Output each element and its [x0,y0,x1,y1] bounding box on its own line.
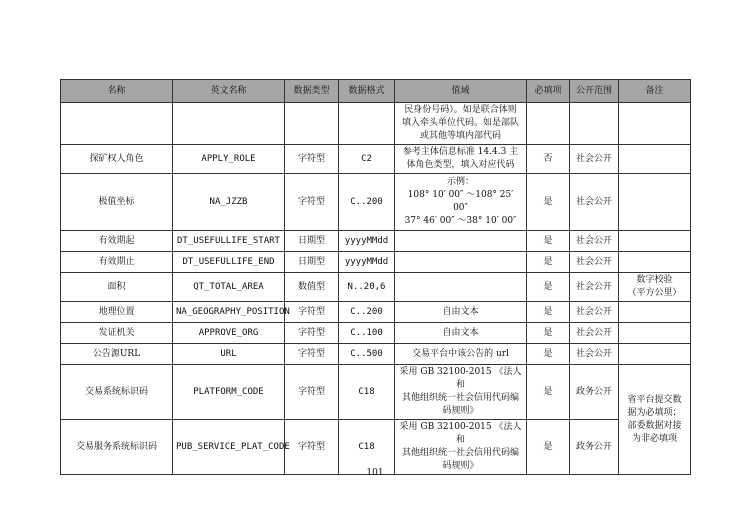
cell-note [619,231,691,252]
cell-note: 省平台提交数 据为必填项； 部委数据对接 为非必填项 [619,365,691,475]
cell-required: 是 [527,273,570,302]
cell-data-format: C..200 [339,174,395,231]
cell-value-domain [395,273,527,302]
cell-required: 是 [527,420,570,475]
table-row [61,273,691,302]
table-row [61,302,691,323]
table-row [61,344,691,365]
cell-data-type: 字符型 [285,174,339,231]
cell-name: 地理位置 [61,302,173,323]
cell-scope [570,103,619,145]
cell-required: 是 [527,252,570,273]
col-header-value-domain: 值域 [395,80,527,103]
cell-required: 否 [527,145,570,174]
cell-english-name: NA_GEOGRAPHY_POSITION [173,302,285,323]
cell-data-format: C18 [339,420,395,475]
cell-value-domain [395,252,527,273]
cell-english-name: DT_USEFULLIFE_START [173,231,285,252]
cell-name [61,103,173,145]
table-row [61,323,691,344]
cell-scope: 社会公开 [570,145,619,174]
cell-note [619,344,691,365]
cell-name: 面积 [61,273,173,302]
cell-english-name: PLATFORM_CODE [173,365,285,420]
table-row [61,231,691,252]
cell-required: 是 [527,323,570,344]
cell-data-type: 字符型 [285,344,339,365]
cell-value-domain: 采用 GB 32100-2015 《法人和 其他组织统一社会信用代码编 码规则》 [395,365,527,420]
col-header-required: 必填项 [527,80,570,103]
cell-data-format: C2 [339,145,395,174]
cell-required: 是 [527,231,570,252]
cell-data-format: C..500 [339,344,395,365]
cell-data-type: 日期型 [285,231,339,252]
cell-value-domain: 自由文本 [395,323,527,344]
cell-name: 极值坐标 [61,174,173,231]
cell-note [619,323,691,344]
cell-data-type: 字符型 [285,365,339,420]
table-row [61,103,691,145]
cell-value-domain: 采用 GB 32100-2015 《法人和 其他组织统一社会信用代码编 码规则》 [395,420,527,475]
cell-scope: 社会公开 [570,174,619,231]
col-header-data-format: 数据格式 [339,80,395,103]
cell-required: 是 [527,344,570,365]
col-header-english-name: 英文名称 [173,80,285,103]
cell-scope: 社会公开 [570,344,619,365]
cell-note [619,145,691,174]
table-header-row [61,80,691,103]
cell-data-type [285,103,339,145]
cell-name: 交易系统标识码 [61,365,173,420]
table-row [61,420,691,475]
cell-scope: 社会公开 [570,252,619,273]
table-row [61,365,691,420]
cell-data-format: yyyyMMdd [339,231,395,252]
cell-english-name: URL [173,344,285,365]
cell-scope: 社会公开 [570,323,619,344]
cell-data-type: 字符型 [285,145,339,174]
cell-data-format: C18 [339,365,395,420]
cell-value-domain: 示例： 108° 10′ 00″ ～108° 25′ 00″ 37° 46′ 00″ ～38° 10′ 00″ [395,174,527,231]
cell-note [619,302,691,323]
cell-note [619,174,691,231]
cell-data-type: 字符型 [285,302,339,323]
cell-data-format: yyyyMMdd [339,252,395,273]
cell-note: 数字校验 （平方公里） [619,273,691,302]
cell-name: 有效期起 [61,231,173,252]
col-header-note: 备注 [619,80,691,103]
cell-required: 是 [527,302,570,323]
cell-scope: 政务公开 [570,420,619,475]
table-row [61,174,691,231]
cell-scope: 社会公开 [570,273,619,302]
cell-english-name: DT_USEFULLIFE_END [173,252,285,273]
cell-scope: 政务公开 [570,365,619,420]
cell-data-format: C..200 [339,302,395,323]
cell-required: 是 [527,174,570,231]
cell-value-domain: 参考主体信息标准 14.4.3 主 体角色类型，填入对应代码 [395,145,527,174]
cell-value-domain [395,231,527,252]
cell-scope: 社会公开 [570,231,619,252]
cell-data-type: 字符型 [285,323,339,344]
page-number: 101 [366,468,384,478]
cell-name: 探矿权人角色 [61,145,173,174]
table-row [61,145,691,174]
cell-value-domain: 交易平台中该公告的 url [395,344,527,365]
cell-english-name: APPLY_ROLE [173,145,285,174]
cell-english-name: QT_TOTAL_AREA [173,273,285,302]
cell-value-domain: 民身份号码）。如是联合体则 填入牵头单位代码。如是部队 或其他等填内部代码 [395,103,527,145]
cell-required [527,103,570,145]
cell-note [619,103,691,145]
cell-data-type: 日期型 [285,252,339,273]
table-row [61,252,691,273]
cell-value-domain: 自由文本 [395,302,527,323]
cell-name: 有效期止 [61,252,173,273]
col-header-scope: 公开范围 [570,80,619,103]
cell-name: 发证机关 [61,323,173,344]
data-spec-table [60,79,691,475]
cell-required: 是 [527,365,570,420]
cell-data-format: N..20,6 [339,273,395,302]
cell-english-name: PUB_SERVICE_PLAT_CODE [173,420,285,475]
cell-english-name: APPROVE_ORG [173,323,285,344]
cell-data-type: 字符型 [285,420,339,475]
col-header-name: 名称 [61,80,173,103]
col-header-data-type: 数据类型 [285,80,339,103]
cell-name: 交易服务系统标识码 [61,420,173,475]
cell-data-format: C..100 [339,323,395,344]
cell-scope: 社会公开 [570,302,619,323]
cell-data-type: 数值型 [285,273,339,302]
cell-note [619,252,691,273]
cell-name: 公告源URL [61,344,173,365]
cell-english-name: NA_JZZB [173,174,285,231]
cell-english-name [173,103,285,145]
cell-data-format [339,103,395,145]
